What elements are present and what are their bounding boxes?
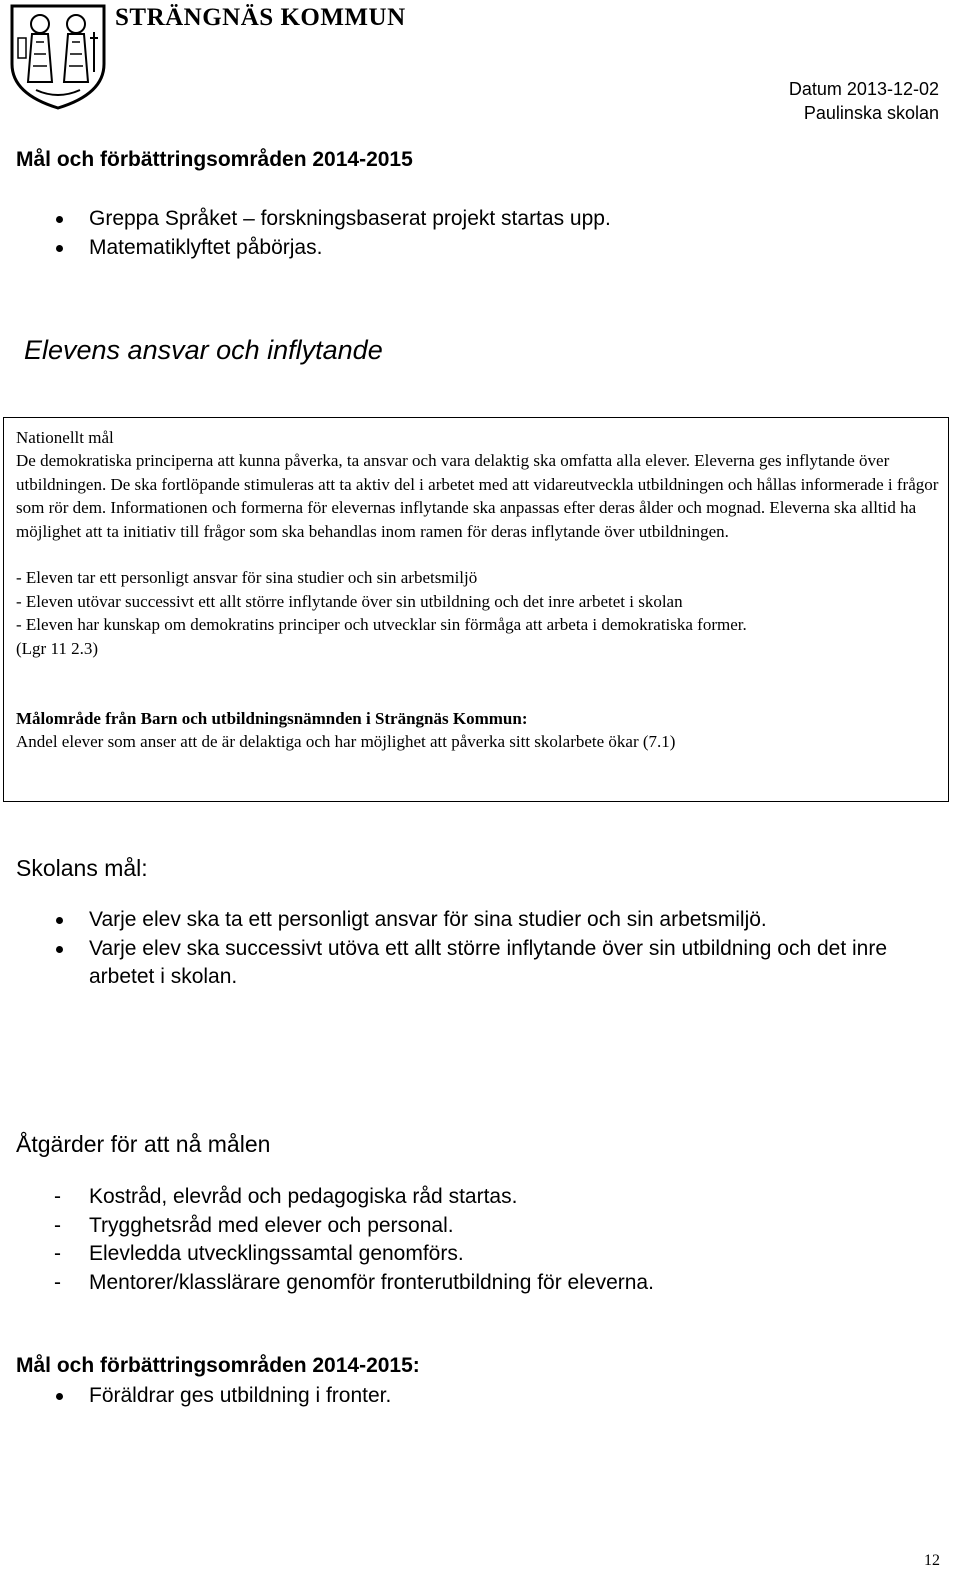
section-heading-school-goals: Skolans mål:: [16, 855, 148, 881]
board-goal-heading: Målområde från Barn och utbildningsnämnden i Strängnäs Kommun:: [16, 708, 528, 728]
spacer: [16, 660, 942, 707]
goal-reference: (Lgr 11 2.3): [16, 638, 98, 658]
national-goal-paragraph: De demokratiska principerna att kunna påverka, ta ansvar och vara delaktig ska omfatta alla elever. Eleverna ges inflytande över utbildningen. De ska fortlöpande stimuleras att ta aktiv del i arbetet med att vidareutveckla utbildningen och hållas informerade i frågor som rör dem. Informationen och formerna för elevernas inflytande ska anpassas efter deras ålder och mognad. Eleverna ska alltid ha möjlighet att ta initiativ till frågor som ska behandlas inom ramen för deras inflytande över utbildningen.: [16, 451, 939, 541]
bullet-icon: [56, 1393, 63, 1400]
school-name: Paulinska skolan: [803, 103, 939, 123]
page-number: 12: [924, 1552, 940, 1569]
section-heading-goals-2014-2015-second: Mål och förbättringsområden 2014-2015:: [16, 1354, 420, 1377]
list-item-text: Greppa Språket – forskningsbaserat projekt startas upp.: [89, 207, 611, 230]
list-item-text: Matematiklyftet påbörjas.: [89, 235, 323, 259]
goals-list: [16, 205, 936, 262]
list-item-text: Kostråd, elevråd och pedagogiska råd startas.: [89, 1185, 518, 1208]
goal-point: - Eleven tar ett personligt ansvar för sina studier och sin arbetsmiljö: [16, 568, 478, 588]
list-item: [16, 1183, 936, 1212]
list-item: [16, 234, 936, 263]
bullet-icon: [56, 216, 63, 223]
section-heading-student-responsibility: Elevens ansvar och inflytande: [24, 335, 383, 365]
list-item: [16, 906, 936, 935]
dash-marker: -: [54, 1270, 61, 1294]
list-item-text: Varje elev ska ta ett personligt ansvar för sina studier och sin arbetsmiljö.: [89, 908, 767, 931]
spacer: [16, 543, 942, 566]
dash-marker: -: [54, 1213, 61, 1237]
dash-marker: -: [54, 1242, 61, 1265]
list-item-text: Mentorer/klasslärare genomför fronterutbildning för eleverna.: [89, 1270, 654, 1294]
list-item: [16, 205, 936, 234]
section-heading-goals-2014-2015: Mål och förbättringsområden 2014-2015: [16, 148, 413, 171]
list-item: [16, 935, 936, 992]
list-item: [16, 1269, 936, 1298]
parent-goals-list: [16, 1382, 936, 1411]
list-item: [16, 1240, 936, 1269]
goal-point: - Eleven har kunskap om demokratins principer och utvecklar sin förmåga att arbeta i demokratiska former.: [16, 615, 747, 635]
school-goals-list: [16, 906, 936, 992]
national-goal-label: Nationellt mål: [16, 428, 114, 447]
list-item-text: Elevledda utvecklingssamtal genomförs.: [89, 1242, 464, 1265]
board-goal-text: Andel elever som anser att de är delaktiga och har möjlighet att påverka sitt skolarbete ökar (7.1): [16, 732, 676, 752]
national-goal-box: [3, 417, 949, 802]
list-item-text: Varje elev ska successivt utöva ett allt större inflytande över sin utbildning och det inre arbetet i skolan.: [89, 936, 888, 988]
goal-point: - Eleven utövar successivt ett allt större inflytande över sin utbildning och det inre arbetet i skolan: [16, 591, 683, 611]
municipality-coat-of-arms-logo: [6, 2, 110, 110]
section-heading-actions: Åtgärder för att nå målen: [16, 1131, 271, 1157]
document-date: Datum 2013-12-02: [788, 79, 939, 99]
list-item: [16, 1212, 936, 1241]
list-item: [16, 1382, 936, 1411]
bullet-icon: [56, 917, 63, 924]
list-item-text: Föräldrar ges utbildning i fronter.: [89, 1384, 392, 1407]
bullet-icon: [56, 245, 63, 252]
organization-name: STRÄNGNÄS KOMMUN: [115, 4, 406, 31]
actions-list: [16, 1183, 936, 1297]
list-item-text: Trygghetsråd med elever och personal.: [89, 1213, 454, 1237]
bullet-icon: [56, 946, 63, 953]
dash-marker: -: [54, 1185, 61, 1208]
